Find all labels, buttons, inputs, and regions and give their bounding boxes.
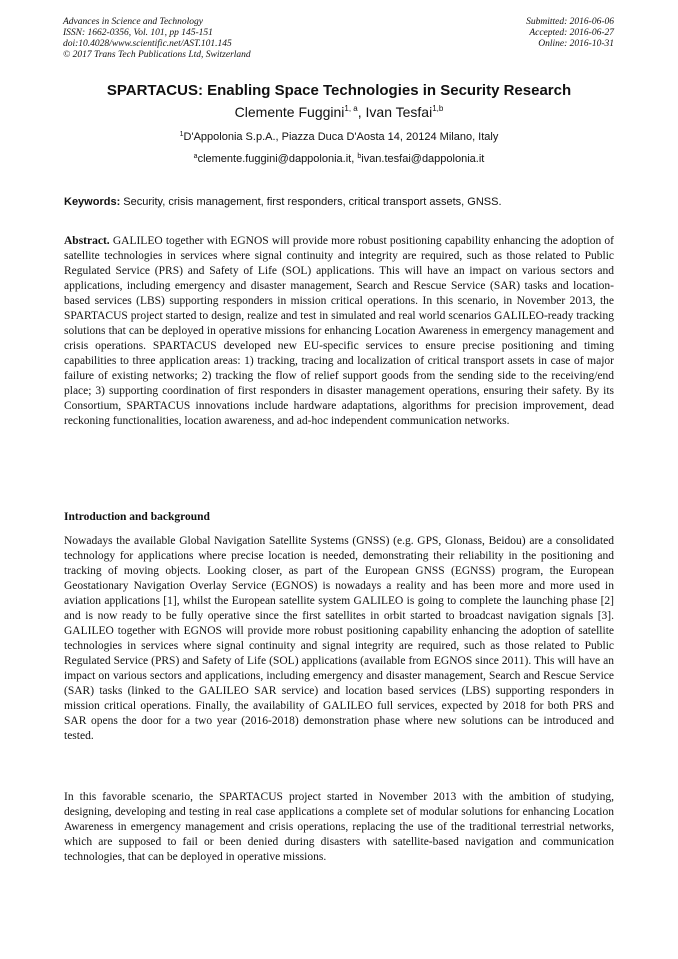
author-name: Clemente Fuggini [234,104,345,120]
journal-copyright: © 2017 Trans Tech Publications Ltd, Switzerland [63,50,251,60]
author-superscript: 1, a [344,104,358,113]
abstract-text: GALILEO together with EGNOS will provide more robust positioning capability enhancing the adoption of satellite technologies in services where signal continuity and integrity are required, such as those related to Public Regulated Service (PRS) and Safety of Life (SOL) applications. This will have an impact on various sectors and applications, including emergency and disaster management, Search and Rescue Service (SAR) tasks and location-based services (LBS) supporting responders in mission critical operations. In this scenario, in November 2013, the SPARTACUS project started to design, realize and test in simulated and real world scenarios GALILEO-ready tracking solutions that can be deployed in operative missions for enhancing Location Awareness in emergency management and crisis operations. SPARTACUS developed new EU-specific services to ensure precise positioning and timing capabilities to three application areas: 1) tracking, tracing and localization of critical transport assets in case of major failure of existing networks; 2) tracking the flow of relief support goods from the sending side to the receiving/end place; 3) supporting coordination of first responders in disaster management operations, ensuring their safety. By its Consortium, SPARTACUS innovations include hardware adaptations, algorithms for precision improvement, dead reckoning functionalities, location awareness, and ad-hoc independent communication networks. [64,235,614,427]
journal-name: Advances in Science and Technology [63,17,203,27]
email-separator: , [351,153,358,165]
keywords-label: Keywords: [64,196,121,208]
keywords [64,196,614,208]
abstract-label: Abstract. [64,235,110,247]
affiliation-superscript: 1 [179,131,184,138]
email-superscript: b [357,153,362,160]
section-heading: Introduction and background [64,511,210,523]
author-line [0,104,678,120]
abstract-paragraph [64,234,614,429]
keywords-text: Security, crisis management, first responders, critical transport assets, GNSS. [120,196,502,208]
affiliation [0,131,678,143]
online-date: Online: 2016-10-31 [538,39,614,49]
journal-header-right [526,17,614,50]
affiliation-text: D'Appolonia S.p.A., Piazza Duca D'Aosta 14, 20124 Milano, Italy [183,131,499,143]
paper-title: SPARTACUS: Enabling Space Technologies in Security Research [106,82,572,99]
email-link[interactable]: ivan.tesfai@dappolonia.it [361,153,485,165]
journal-issn: ISSN: 1662-0356, Vol. 101, pp 145-151 [63,28,213,38]
accepted-date: Accepted: 2016-06-27 [529,28,614,38]
email-link[interactable]: clemente.fuggini@dappolonia.it [197,153,352,165]
author-name: Ivan Tesfai [365,104,433,120]
email-superscript: a [193,153,198,160]
journal-doi[interactable]: doi:10.4028/www.scientific.net/AST.101.145 [63,39,232,49]
journal-header-left [63,17,251,61]
email-line [0,153,678,165]
author-superscript: 1,b [432,104,444,113]
intro-paragraph-1: Nowadays the available Global Navigation Satellite Systems (GNSS) (e.g. GPS, Glonass, Beidou) are a consolidated technology for applications where precise location is needed, demonstrating their reliability in the positioning and tracking of moving objects. Looking closer, as part of the European GNSS (EGNSS) program, the European Geostationary Navigation Overlay Service (EGNOS) is nowadays a reality and has been more and more used in aviation applications [1], whilst the European satellite system GALILEO is going to complete the launching phase [2] and is now ready to be fully operative since the first satellites in orbit started to broadcast navigation signals [3]. GALILEO together with EGNOS will provide more robust positioning capability enhancing the adoption of satellite technologies in services where signal continuity and signal integrity are required, such as those related to Public Regulated Service (PRS) and Safety of Life (SOL) applications (available from EGNOS since 2011). This will have an impact on various sectors and applications, including emergency and disaster management, Search and Rescue Service (SAR) tasks (linked to the GALILEO SAR service) and location based services (LBS) supporting responders in mission critical operations. Finally, the availability of GALILEO full services, expected by 2018 for both PRS and SAR opens the door for a two year (2016-2018) demonstration phase where new solutions can be introduced and tested. [64,535,614,742]
submitted-date: Submitted: 2016-06-06 [526,17,614,27]
intro-paragraph-2: In this favorable scenario, the SPARTACUS project started in November 2013 with the ambition of studying, designing, developing and testing in real case applications a complete set of modular solutions for enhancing Location Awareness in emergency management and crisis operations, replacing the use of the traditional terrestrial networks, which are supposed to fail or been denied during disasters with satellite-based navigation and communication technologies, that can be deployed in operative missions. [64,791,614,863]
author-separator: , [357,104,366,120]
